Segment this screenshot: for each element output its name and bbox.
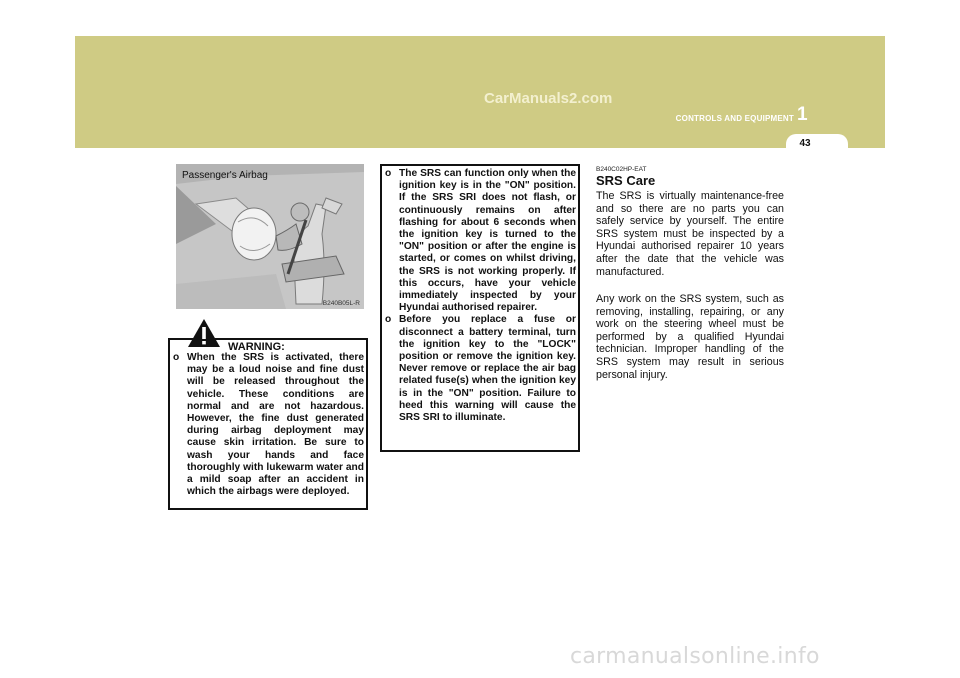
airbag-drawing bbox=[176, 164, 364, 309]
footer-watermark: carmanualsonline.info bbox=[570, 644, 820, 669]
figure-code: B240B05L-R bbox=[322, 300, 360, 307]
section-paragraph: The SRS is virtually maintenance-free and so there are no parts you can safely service by yourself. The entire SRS system must be inspected by a Hyundai authorised repairer 10 years after the date that the vehicle was manufactured. bbox=[596, 190, 784, 278]
figure-caption: Passenger's Airbag bbox=[182, 170, 268, 181]
caution-item-text: The SRS can function only when the ignition key is in the "ON" position. If the SRS SRI does not flash, or continuously remains on after flashing for about 6 seconds when the ignition key is turned to the "ON" position or after the engine is started, or comes on whilst driving, the SRS is not working properly. If this occurs, have your vehicle immediately inspected by your Hyundai authorised repairer. bbox=[399, 168, 576, 314]
warning-title: WARNING: bbox=[228, 341, 285, 353]
section-paragraph: Any work on the SRS system, such as removing, installing, repairing, or any work on the steering wheel must be performed by a qualified Hyundai technician. Improper handling of the SRS system may result in serious personal injury. bbox=[596, 293, 784, 381]
caution-text bbox=[385, 168, 576, 424]
caution-item bbox=[385, 314, 576, 424]
section-title: SRS Care bbox=[596, 173, 656, 188]
bullet: o bbox=[385, 314, 392, 326]
page-number: 43 bbox=[799, 138, 811, 149]
warning-text bbox=[173, 352, 364, 498]
warning-item bbox=[173, 352, 364, 498]
caution-item-text: Before you replace a fuse or disconnect a battery terminal, turn the ignition key to the "LOCK" position or remove the ignition key. Never remove or replace the air bag related fuse(s) when the ignition key is in the "ON" position. Failure to heed this warning will cause the SRS SRI to illuminate. bbox=[399, 314, 576, 424]
header-band bbox=[75, 36, 885, 148]
warning-item-text: When the SRS is activated, there may be a loud noise and fine dust will be released throughout the vehicle. These conditions are normal and are not hazardous. However, the fine dust generated during airbag deployment may cause skin irritation. Be sure to wash your hands and face thoroughly with lukewarm water and a mild soap after an accident in which the airbags were deployed. bbox=[187, 352, 364, 498]
chapter-title: CONTROLS AND EQUIPMENT bbox=[675, 114, 794, 123]
header-watermark: CarManuals2.com bbox=[484, 90, 613, 107]
airbag-illustration bbox=[176, 164, 364, 309]
chapter-number: 1 bbox=[797, 104, 808, 125]
warning-triangle-icon bbox=[187, 318, 221, 348]
bullet: o bbox=[385, 168, 392, 179]
caution-item bbox=[385, 168, 576, 314]
section-ref-code: B240C02HP-EAT bbox=[596, 166, 647, 173]
bullet: o bbox=[173, 352, 180, 363]
